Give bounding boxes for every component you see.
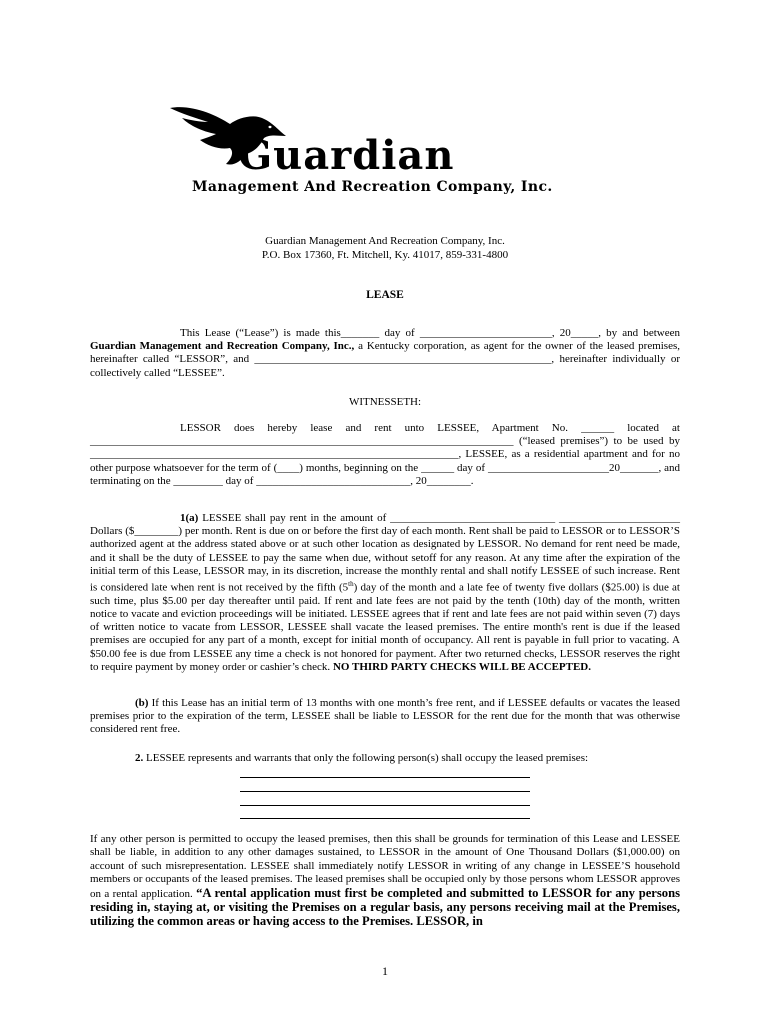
- occupant-line-3[interactable]: [240, 805, 530, 806]
- occupancy-paragraph: [90, 833, 680, 930]
- clause-1a-superscript: th: [348, 580, 354, 589]
- logo-wordmark: Guardian: [238, 132, 455, 179]
- clause-1a-text-a: LESSEE shall pay rent in the amount of ______________________________ ______________________ Dollars ($________) per month. Rent is due on or before the first day of each month. Rent shall be paid to LESSOR or to LESSOR’S authorized agent at the address stated above or at such other location as designated by LESSOR. No demand for rent need be made, and it shall be the duty of LESSEE to pay the same when due, without setoff for any reason. At any time after the expiration of the initial term of this Lease, LESSOR may, in its discretion, increase the monthly rental and shall notify LESSEE of such increase. Rent is considered late when rent is not received by the fifth (5: [90, 512, 680, 594]
- occupancy-text: If any other person is permitted to occupy the leased premises, then this shall be grounds for termination of this Lease and LESSEE shall be liable, in addition to any other damages sustained, to LESSOR in the amount of One Thousand Dollars ($1,000.00) on account of such misrepresentation. LESSEE shall immediately notify LESSOR in writing of any change in LESSEE’S household members or occupants of the leased premises. The leased premises shall be occupied only by those persons whom LESSOR approves on a rental application.: [90, 833, 680, 900]
- clause-1b-text: If this Lease has an initial term of 13 months with one month’s free rent, and if LESSEE defaults or vacates the leased premises prior to the expiration of the term, LESSEE shall be liable to LESSOR for the rent due for the month that was otherwise considered rent free.: [90, 697, 680, 736]
- company-logo: [160, 100, 590, 200]
- intro-company-name: Guardian Management and Recreation Company, Inc.,: [90, 340, 355, 353]
- occupant-line-2[interactable]: [240, 791, 530, 792]
- witnesseth-heading: WITNESSETH:: [348, 396, 422, 408]
- document-title: LEASE: [366, 289, 404, 301]
- clause-2-text: LESSEE represents and warrants that only the following person(s) shall occupy the leased premises:: [143, 752, 589, 764]
- intro-paragraph: [90, 327, 680, 380]
- intro-text-2: a Kentucky corporation, as agent for the owner of the leased premises, hereinafter called “LESSOR”, and ______________________________________________________, hereinafter individually or collectively called “LESSEE”.: [90, 340, 681, 379]
- clause-2: [135, 752, 680, 765]
- clause-1a-number-close: ): [194, 512, 199, 524]
- clause-1a-letter: a: [189, 512, 195, 524]
- page-number: 1: [382, 964, 388, 978]
- clause-2-number: 2.: [135, 752, 144, 764]
- occupant-line-4[interactable]: [240, 818, 530, 819]
- lessor-clause: LESSOR does hereby lease and rent unto LESSEE, Apartment No. ______ located at _____________________________________________________________________________ (“leased premises”) to be used by ___________________________________________________________________, LESSEE, as a residential apartment and for no other purpose whatsoever for the term of (____) months, beginning on the ______ day of ______________________20_______, and terminating on the _________ day of ____________________________, 20________.: [90, 422, 680, 487]
- header-company-line: Guardian Management And Recreation Company, Inc.: [265, 235, 505, 247]
- clause-1b: [90, 697, 680, 737]
- clause-1b-label: (b): [135, 697, 149, 709]
- clause-1a-number-open: 1(: [180, 512, 190, 524]
- clause-1a-bold-notice: NO THIRD PARTY CHECKS WILL BE ACCEPTED.: [332, 660, 592, 673]
- clause-1a: [90, 512, 680, 674]
- clause-1a-text-b: ) day of the month and a late fee of twenty five dollars ($25.00) is due at such time, plus $5.00 per day thereafter until paid. If rent and late fees are not paid by the tenth (10th) day of the month, written notice to vacate and eviction proceedings will be initiated. LESSEE agrees that if rent and late fees are not paid within seven (7) days of written notice to vacate from LESSOR, LESSEE shall vacate the leased premises. The entire month's rent is due if the leased premises are occupied for any part of a month, except for initial month of occupancy. All rent is payable in full prior to vacating. A $50.00 fee is due from LESSEE any time a check is not honored for payment. After two returned checks, LESSOR reserves the right to require payment by money order or cashier’s check.: [90, 581, 680, 673]
- occupant-line-1[interactable]: [240, 777, 530, 778]
- header-address-line: P.O. Box 17360, Ft. Mitchell, Ky. 41017, 859-331-4800: [261, 249, 509, 261]
- occupancy-bold-text: “A rental application must first be completed and submitted to LESSOR for any persons residing in, staying at, or visiting the Premises on a regular basis, any persons receiving mail at the Premises, utilizing the common areas or having access to the Premises. LESSOR, in: [90, 885, 680, 929]
- logo-company-name: Management And Recreation Company, Inc.: [192, 179, 553, 195]
- intro-text-1: This Lease (“Lease”) is made this_______ day of ________________________, 20_____, by and between: [180, 327, 680, 339]
